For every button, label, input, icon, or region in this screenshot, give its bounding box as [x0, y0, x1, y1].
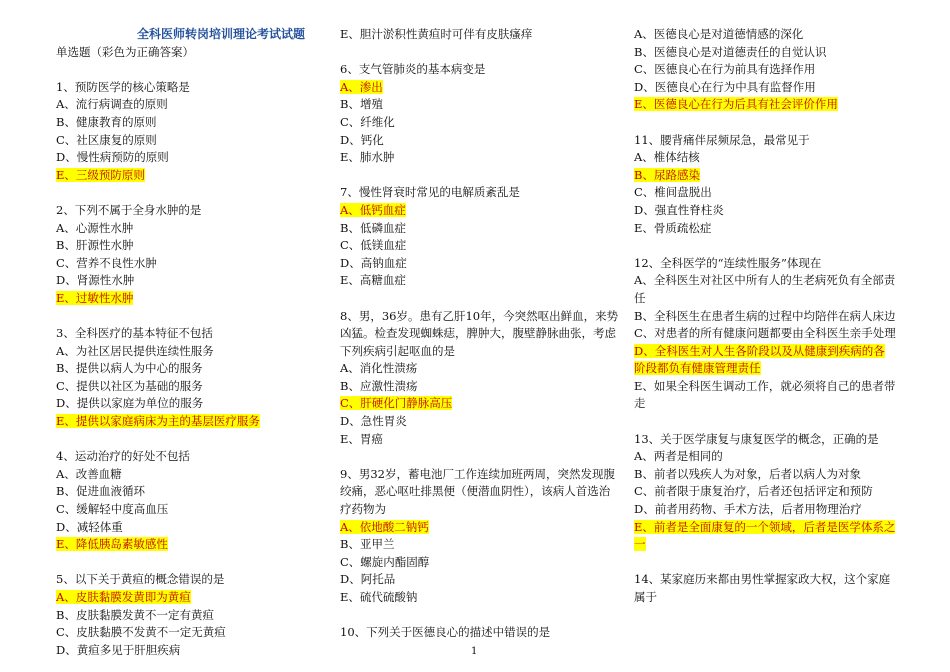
question-text: 12、全科医学的“连续性服务”体现在: [634, 255, 822, 270]
question-block: [340, 184, 620, 290]
answer-option: C、椎间盘脱出: [634, 185, 712, 200]
question-text: 1、预防医学的核心策略是: [56, 79, 190, 94]
question-block: [634, 26, 896, 114]
question-text: 14、某家庭历来都由男性掌握家政大权，这个家庭属于: [634, 572, 891, 604]
answer-option: E、如果全科医生调动工作，就必须将自己的患者带走: [634, 378, 896, 411]
answer-option: A、流行病调查的原则: [56, 97, 168, 112]
answer-option: A、消化性溃疡: [340, 361, 418, 376]
answer-option: D、医德良心在行为中具有监督作用: [634, 79, 816, 94]
answer-option: B、应激性溃疡: [340, 378, 418, 393]
question-block: [56, 202, 346, 308]
answer-option: C、医德良心在行为前具有选择作用: [634, 62, 816, 77]
answer-option: D、钙化: [340, 132, 384, 147]
answer-option: C、营养不良性水肿: [56, 255, 157, 270]
question-text: 10、下列关于医德良心的描述中错误的是: [340, 625, 551, 640]
answer-option: C、纤维化: [340, 114, 395, 129]
question-text: 7、慢性肾衰时常见的电解质紊乱是: [340, 185, 520, 200]
answer-option: C、低镁血症: [340, 238, 407, 253]
question-block: [340, 466, 620, 607]
question-block: [56, 325, 346, 431]
correct-answer-option: C、肝硬化门静脉高压: [340, 396, 453, 411]
answer-option: C、社区康复的原则: [56, 132, 157, 147]
correct-answer-option: A、渗出: [340, 79, 383, 94]
answer-option: C、螺旋内酯固醇: [340, 554, 430, 569]
question-block: [340, 308, 620, 449]
answer-option: A、改善血糖: [56, 466, 122, 481]
correct-answer-option: E、过敏性水肿: [56, 290, 134, 305]
correct-answer-option: A、皮肤黏膜发黄即为黄疸: [56, 590, 191, 604]
correct-answer-option: E、三级预防原则: [56, 167, 145, 182]
question-block: [340, 61, 620, 167]
question-text: 3、全科医疗的基本特征不包括: [56, 326, 213, 341]
answer-option: C、提供以社区为基础的服务: [56, 378, 203, 393]
page-number: 1: [471, 646, 478, 657]
correct-answer-option: E、医德良心在行为后具有社会评价作用: [634, 97, 838, 112]
answer-option: C、前者限于康复治疗，后者还包括评定和预防: [634, 484, 873, 499]
answer-option: E、硫代硫酸钠: [340, 590, 418, 604]
correct-answer-option: B、尿路感染: [634, 167, 700, 182]
question-block: [634, 571, 896, 606]
answer-option: D、慢性病预防的原则: [56, 150, 169, 165]
question-block: [340, 26, 620, 44]
question-block: [634, 132, 896, 238]
answer-option: C、缓解轻中度高血压: [56, 502, 169, 517]
question-text: 8、男，36岁。患有乙肝10年，今突然呕出鲜血，来势凶猛。检查发现蜘蛛痣，脾肿大，腹壁静脉曲张，考虑下列疾病引起呕血的是: [340, 308, 619, 358]
question-text: 5、以下关于黄疸的概念错误的是: [56, 572, 225, 587]
question-block: [634, 255, 896, 413]
answer-option: D、黄疸多见于肝胆疾病: [56, 642, 181, 657]
answer-option: E、高糖血症: [340, 273, 406, 288]
question-block: [56, 79, 346, 185]
question-text: 6、支气管肺炎的基本病变是: [340, 62, 486, 77]
answer-option: A、两者是相同的: [634, 449, 723, 464]
answer-option: D、肾源性水肿: [56, 273, 135, 288]
answer-option: A、全科医生对社区中所有人的生老病死负有全部责任: [634, 273, 896, 305]
column-1: [56, 26, 346, 659]
answer-option: B、亚甲兰: [340, 537, 395, 552]
answer-option: D、前者用药物、手术方法，后者用物理治疗: [634, 502, 862, 517]
answer-option: A、椎体结核: [634, 150, 700, 165]
answer-option: C、对患者的所有健康问题都要由全科医生亲手处理: [634, 326, 896, 341]
answer-option: D、高钠血症: [340, 255, 407, 270]
answer-option: D、强直性脊柱炎: [634, 202, 724, 217]
answer-option: E、骨质疏松症: [634, 220, 712, 235]
answer-option: B、提供以病人为中心的服务: [56, 361, 203, 376]
answer-option: E、胆汁淤积性黄疸时可伴有皮肤瘙痒: [340, 27, 533, 41]
question-text: 2、下列不属于全身水肿的是: [56, 202, 202, 217]
answer-option: B、皮肤黏膜发黄不一定有黄疸: [56, 607, 214, 622]
question-text: 4、运动治疗的好处不包括: [56, 449, 190, 464]
answer-option: E、肺水肿: [340, 150, 395, 165]
question-text: 13、关于医学康复与康复医学的概念，正确的是: [634, 431, 879, 446]
question-text: 9、男32岁，蓄电池厂工作连续加班两周，突然发现腹绞痛，恶心呕吐排黑便（便潜血阴性），该病人首选治疗药物为: [340, 466, 615, 517]
question-block: [56, 448, 346, 554]
answer-option: D、减轻体重: [56, 519, 123, 534]
answer-option: B、前者以残疾人为对象，后者以病人为对象: [634, 466, 861, 481]
correct-answer-option: A、低钙血症: [340, 202, 406, 217]
question-block: [634, 431, 896, 554]
answer-option: D、阿托品: [340, 572, 396, 587]
column-2: [340, 26, 620, 642]
answer-option: B、增殖: [340, 97, 383, 112]
answer-option: E、胃癌: [340, 431, 383, 446]
correct-answer-option: E、降低胰岛素敏感性: [56, 537, 168, 552]
answer-option: B、健康教育的原则: [56, 114, 157, 129]
answer-option: A、心源性水肿: [56, 220, 134, 235]
answer-option: A、医德良心是对道德情感的深化: [634, 27, 804, 41]
answer-option: C、皮肤黏膜不发黄不一定无黄疸: [56, 625, 226, 640]
question-block: [56, 571, 346, 659]
correct-answer-option: D、全科医生对人生各阶段以及从健康到疾病的各阶段都负有健康管理责任: [634, 343, 885, 376]
question-text: 11、腰背痛伴尿频尿急，最常见于: [634, 132, 810, 147]
answer-option: D、提供以家庭为单位的服务: [56, 396, 204, 411]
correct-answer-option: E、前者是全面康复的一个领域，后者是医学体系之一: [634, 519, 896, 552]
answer-option: B、肝源性水肿: [56, 238, 134, 253]
answer-option: B、医德良心是对道德责任的自觉认识: [634, 44, 827, 59]
answer-option: B、促进血液循环: [56, 484, 145, 499]
page-subtitle: 单选题（彩色为正确答案）: [56, 44, 194, 59]
answer-option: D、急性胃炎: [340, 414, 407, 429]
answer-option: B、低磷血症: [340, 220, 406, 235]
page-title: 全科医师转岗培训理论考试试题: [136, 27, 305, 41]
correct-answer-option: E、提供以家庭病床为主的基层医疗服务: [56, 414, 260, 429]
answer-option: A、为社区居民提供连续性服务: [56, 343, 214, 358]
correct-answer-option: A、依地酸二钠钙: [340, 519, 429, 534]
column-3: [634, 26, 896, 607]
question-block: [340, 624, 620, 642]
answer-option: B、全科医生在患者生病的过程中均陪伴在病人床边: [634, 308, 896, 323]
